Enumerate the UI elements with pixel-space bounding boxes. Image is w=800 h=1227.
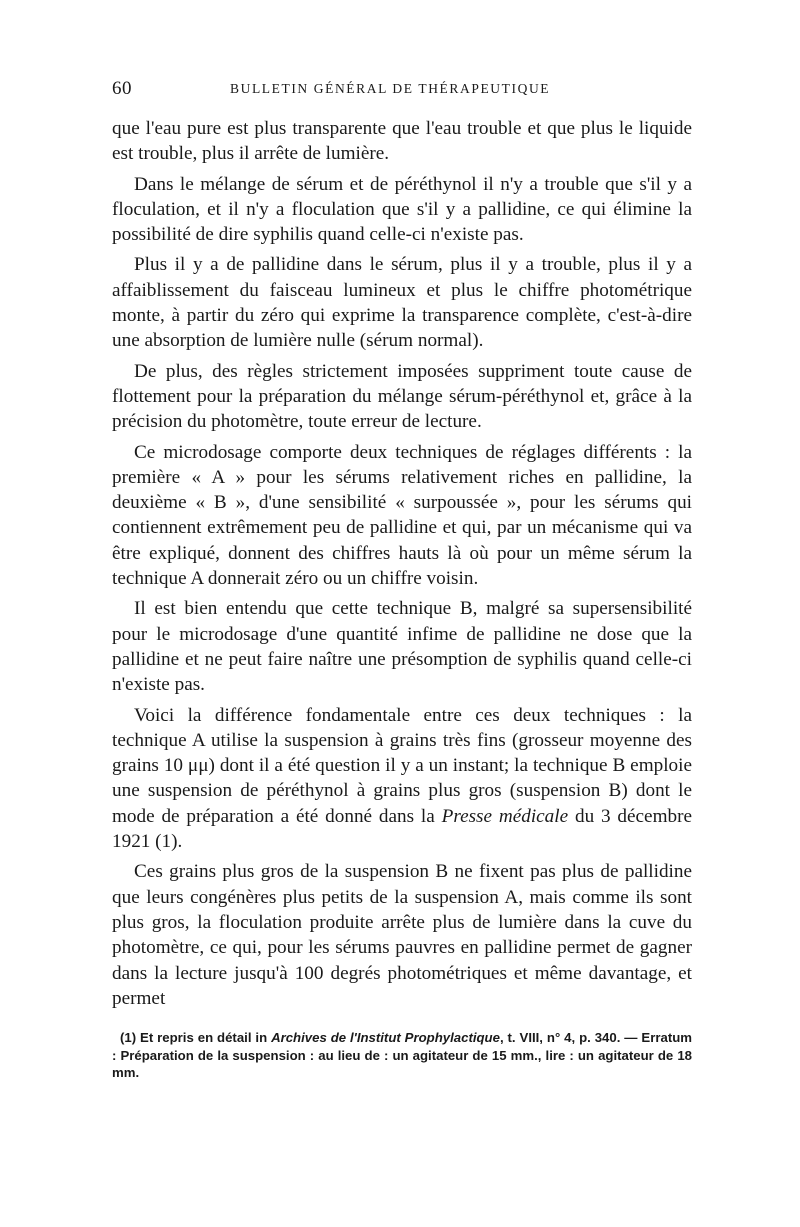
paragraph-text: du 3 décembre 1921 (1). (112, 805, 692, 853)
paragraph: Ce microdosage comporte deux techniques de réglages différents : la première « A » pour les sérums relativement riches en pallidine, la deuxième « B », d'une sensibilité « surpoussée », pour les sérums qui contiennent extrêmement peu de pallidine et qui, par un mécanisme qui va être expliqué, donnent des chiffres hauts là où pour un même sérum la technique A donnerait zéro ou un chiffre voisin. (112, 441, 692, 590)
footnote (112, 1029, 692, 1082)
footnote-text: (1) Et repris en détail in (120, 1030, 272, 1046)
paragraph: Dans le mélange de sérum et de péréthynol il n'y a trouble que s'il y a floculation, et il n'y a floculation que s'il y a pallidine, ce qui élimine la possibilité de dire syphilis quand celle-ci n'existe pas. (112, 173, 692, 246)
article-body (112, 116, 692, 1011)
footnote-cited-title: Archives de l'Institut Prophylactique (271, 1030, 500, 1046)
running-header (112, 72, 692, 106)
paragraph-text: Voici la différence fondamentale entre ces deux techniques : la technique A utilise la suspension à grains très fins (grosseur moyenne des grains 10 μμ) dont il a été question il y a un instant; la technique B emploie une suspension de péréthynol à grains plus gros (suspension B) dont le mode de préparation a été donné dans la (112, 704, 692, 827)
journal-title: BULLETIN GÉNÉRAL DE THÉRAPEUTIQUE (230, 81, 551, 96)
paragraph: Plus il y a de pallidine dans le sérum, plus il y a trouble, plus il y a affaiblissement du faisceau lumineux et plus le chiffre photométrique monte, à partir du zéro qui exprime la transparence complète, c'est-à-dire une absorption de lumière nulle (sérum normal). (112, 254, 692, 352)
footnote-text: , t. VIII, n° 4, p. 340. — Erratum : Préparation de la suspension : au lieu de : un agitateur de 15 mm., lire : un agitateur de 18 mm. (112, 1030, 692, 1081)
paragraph: Il est bien entendu que cette technique B, malgré sa supersensibilité pour le microdosage d'une quantité infime de pallidine ne dose que la pallidine et ne peut faire naître une présomption de syphilis quand celle-ci n'existe pas. (112, 598, 692, 696)
page-number: 60 (112, 78, 132, 99)
paragraph-with-citation (112, 703, 692, 855)
paragraph: Ces grains plus gros de la suspension B ne fixent pas plus de pallidine que leurs congénères plus petits de la suspension A, mais comme ils sont plus gros, la floculation produite arrête plus de lumière dans la cuve du photomètre, ce qui, pour les sérums pauvres en pallidine permet de gagner dans la lecture jusqu'à 100 degrés photométriques et même davantage, et permet (112, 861, 692, 1009)
paragraph: De plus, des règles strictement imposées suppriment toute cause de flottement pour la préparation du mélange sérum-péréthynol et, grâce à la précision du photomètre, toute erreur de lecture. (112, 360, 692, 433)
paragraph-continuation: que l'eau pure est plus transparente que l'eau trouble et que plus le liquide est trouble, plus il arrête de lumière. (112, 118, 692, 165)
cited-journal-title: Presse médicale (441, 805, 569, 827)
document-page (112, 72, 692, 1082)
